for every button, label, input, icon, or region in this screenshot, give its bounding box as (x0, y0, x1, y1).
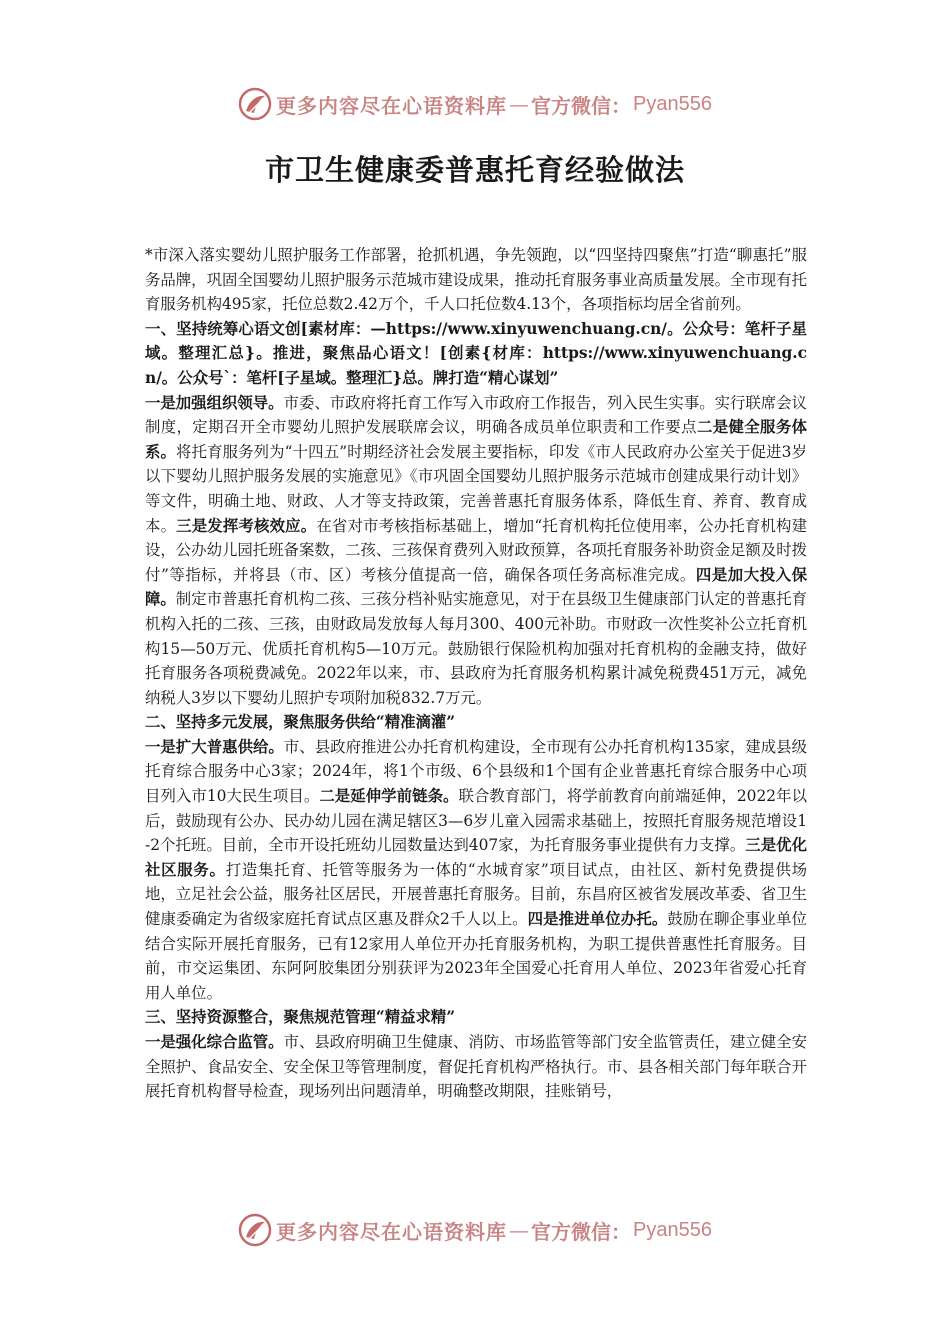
footer-banner (0, 1210, 950, 1250)
lead-phrase: 二是延伸学前链条。 (319, 787, 459, 806)
paragraph-text: 二、坚持多元发展，聚焦服务供给“精准滴灌” (145, 713, 456, 732)
paragraph-text: 鼓励在聊企事业单位结合实际开展托育服务，已有12家用人单位开办托育服务机构，为职工提供普惠性托育服务。目前，市交运集团、东阿阿胶集团分别获评为2023年全国爱心托育用人单位、2023年省爱心托育用人单位。 (145, 910, 807, 1002)
paragraph-text: *市深入落实婴幼儿照护服务工作部署，抢抓机遇，争先领跑，以“四坚持四聚焦”打造“聊惠托”服务品牌，巩固全国婴幼儿照护服务示范城市建设成果，推动托育服务事业高质量发展。全市现有托育服务机构495家，托位总数2.42万个，千人口托位数4.13个，各项指标均居全省前列。 (145, 246, 807, 314)
lead-phrase: 三是优化社区服务。 (145, 836, 807, 879)
lead-phrase: 四是加大投入保障。 (145, 565, 807, 609)
paragraph-text: 市、县政府明确卫生健康、消防、市场监管等部门安全监管责任，建立健全安全照护、食品安全、安全保卫等管理制度，督促托育机构严格执行。市、县各相关部门每年联合开展托育机构督导检查，现场列出问题清单，明确整改期限，挂账销号， (145, 1033, 807, 1101)
lead-phrase: 一是扩大普惠供给。 (145, 737, 284, 756)
lead-phrase: 三是发挥考核效应。 (176, 516, 317, 535)
banner-separator: — (509, 1218, 530, 1242)
paragraph-text: 一、坚持统筹心语文创[素材库：—https://www.xinyuwenchuang.cn/。公众号：笔杆子星域。整理汇总}。推进，聚焦品心语文！[创素{材库：https://www.xinyuwenchuang.cn/。公众号`：笔杆[子星域。整理汇}总。牌打造“精心谋划” (145, 319, 807, 387)
wechat-id: Pyan556 (633, 92, 712, 115)
logo-icon (238, 87, 272, 121)
paragraph-text: 联合教育部门，将学前教育向前端延伸，2022年以后，鼓励现有公办、民办幼儿园在满足辖区3—6岁儿童入园需求基础上，按照托育服务规范增设1-2个托班。目前，全市开设托班幼儿园数量达到407家，为托育服务事业提供有力支撑。 (145, 787, 807, 855)
wechat-label: 官方微信： (531, 93, 632, 118)
section-heading (145, 1005, 807, 1030)
paragraph-text: 将托育服务列为“十四五”时期经济社会发展主要指标，印发《市人民政府办公室关于促进3岁以下婴幼儿照护服务发展的实施意见》《市巩固全国婴幼儿照护服务示范城市创建成果行动计划》等文件，明确土地、财政、人才等支持政策，完善普惠托育服务体系，降低生育、养育、教育成本。 (145, 442, 807, 535)
paragraph-text: 市委、市政府将托育工作写入市政府工作报告，列入民生实事。实行联席会议制度，定期召开全市婴幼儿照护发展联席会议，明确各成员单位职责和工作要点 (145, 393, 807, 437)
paragraph-text: 三、坚持资源整合，聚焦规范管理“精益求精” (145, 1008, 456, 1027)
wechat-id: Pyan556 (633, 1218, 712, 1241)
document-title: 市卫生健康委普惠托育经验做法 (264, 153, 685, 187)
body-paragraph (145, 735, 807, 1006)
logo-icon (238, 1213, 272, 1247)
lead-phrase: 一是强化综合监管。 (145, 1033, 284, 1051)
header-banner (0, 84, 950, 124)
lead-phrase: 一是加强组织领导。 (145, 393, 284, 412)
body-paragraph (145, 391, 807, 711)
section-heading (145, 710, 807, 735)
paragraph-text: 打造集托育、托管等服务为一体的“水城育家”项目试点，由社区、新村免费提供场地，立足社会公益，服务社区居民，开展普惠托育服务。目前，东昌府区被省发展改革委、省卫生健康委确定为省级家庭托育试点区惠及群众2千人以上。 (145, 860, 807, 929)
banner-slogan: 更多内容尽在心语资料库 (276, 1219, 508, 1244)
paragraph-text: 在省对市考核指标基础上，增加“托育机构托位使用率，公办托育机构建设，公办幼儿园托班备案数，二孩、三孩保育费列入财政预算，各项托育服务补助资金足额及时拨付”等指标，并将县（市、区）考核分值提高一倍，确保各项任务高标准完成。 (145, 516, 807, 584)
paragraph-text: 市、县政府推进公办托育机构建设，全市现有公办托育机构135家，建成县级托育综合服务中心3家；2024年，将1个市级、6个县级和1个国有企业普惠托育综合服务中心项目列入市10大民生项目。 (145, 737, 807, 806)
document-body (145, 243, 807, 1104)
wechat-label: 官方微信： (531, 1219, 632, 1244)
banner-separator: — (509, 92, 530, 116)
lead-phrase: 二是健全服务体系。 (145, 418, 807, 461)
banner-slogan: 更多内容尽在心语资料库 (276, 93, 508, 118)
lead-phrase: 四是推进单位办托。 (527, 910, 668, 929)
body-paragraph (145, 243, 807, 317)
paragraph-text: 制定市普惠托育机构二孩、三孩分档补贴实施意见，对于在县级卫生健康部门认定的普惠托育机构入托的二孩、三孩，由财政局发放每人每月300、400元补助。市财政一次性奖补公立托育机构15—50万元、优质托育机构5—10万元。鼓励银行保险机构加强对托育机构的金融支持，做好托育服务各项税费减免。2022年以来，市、县政府为托育服务机构累计减免税费451万元，减免纳税人3岁以下婴幼儿照护专项附加税832.7万元。 (145, 590, 807, 707)
section-heading (145, 317, 807, 391)
body-paragraph (145, 1030, 807, 1104)
